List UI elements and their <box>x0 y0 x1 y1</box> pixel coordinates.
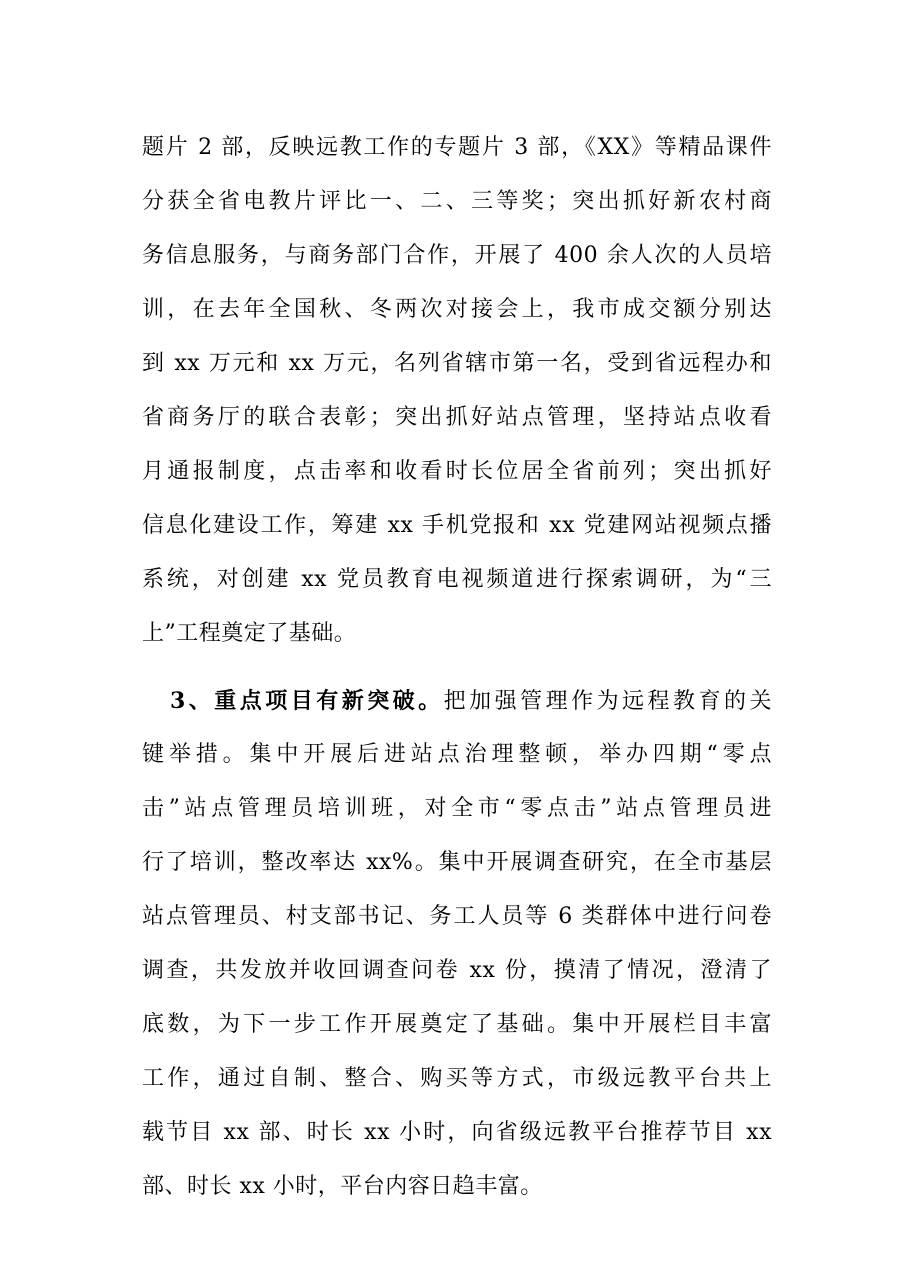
text-line: 分获全省电教片评比一、二、三等奖；突出抓好新农村商 <box>142 189 772 214</box>
paragraph-1 <box>142 121 772 661</box>
document-body <box>142 121 772 1214</box>
section-heading: 3、重点项目有新突破。 <box>170 688 444 714</box>
text-line: 底数，为下一步工作开展奠定了基础。集中开展栏目丰富 <box>142 1012 772 1037</box>
text-line: 站点管理员、村支部书记、务工人员等 6 类群体中进行问卷 <box>142 904 772 929</box>
text-line: 省商务厅的联合表彰；突出抓好站点管理，坚持站点收看 <box>142 405 772 430</box>
text-line: 行了培训，整改率达 xx%。集中开展调查研究，在全市基层 <box>142 850 772 875</box>
text-line: 击”站点管理员培训班，对全市“零点击”站点管理员进 <box>142 796 772 821</box>
text-line: 系统，对创建 xx 党员教育电视频道进行探索调研，为“三 <box>142 567 772 592</box>
text-line: 到 xx 万元和 xx 万元，名列省辖市第一名，受到省远程办和 <box>142 351 772 376</box>
text-line: 信息化建设工作，筹建 xx 手机党报和 xx 党建网站视频点播 <box>142 513 772 538</box>
text-line: 题片 2 部，反映远教工作的专题片 3 部，《XX》等精品课件 <box>142 135 772 160</box>
text-line: 训，在去年全国秋、冬两次对接会上，我市成交额分别达 <box>142 297 772 322</box>
text-line: 上”工程奠定了基础。 <box>142 621 357 646</box>
text-line-first <box>142 674 772 728</box>
text-line: 务信息服务，与商务部门合作，开展了 400 余人次的人员培 <box>142 243 772 268</box>
text-line: 工作，通过自制、整合、购买等方式，市级远教平台共上 <box>142 1066 772 1091</box>
text-line: 载节目 xx 部、时长 xx 小时，向省级远教平台推荐节目 xx <box>142 1120 772 1145</box>
text-line: 月通报制度，点击率和收看时长位居全省前列；突出抓好 <box>142 459 772 484</box>
heading-line-rest: 把加强管理作为远程教育的关 <box>443 689 772 714</box>
text-line: 调查，共发放并收回调查问卷 xx 份，摸清了情况，澄清了 <box>142 958 772 983</box>
paragraph-2 <box>142 674 772 1214</box>
text-line: 部、时长 xx 小时，平台内容日趋丰富。 <box>142 1174 543 1199</box>
text-line: 键举措。集中开展后进站点治理整顿，举办四期“零点 <box>142 742 772 767</box>
